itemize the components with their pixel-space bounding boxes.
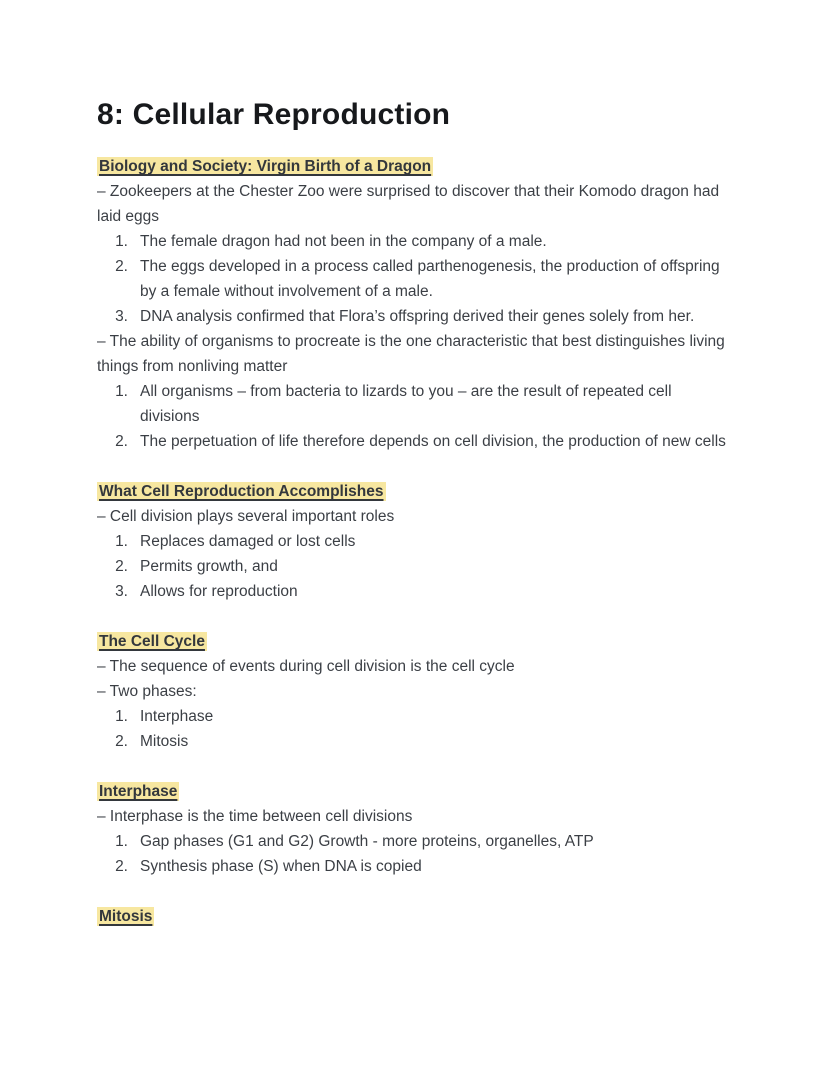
section-the-cell-cycle [97,629,731,754]
list-item [97,729,731,754]
section-interphase [97,779,731,879]
list-item [97,229,731,254]
section-heading-highlight: Biology and Society: Virgin Birth of a Dragon [99,158,432,175]
paragraph: – The ability of organisms to procreate is the one characteristic that best distinguishes living things from nonliving matter [97,333,725,375]
list-item-text: The female dragon had not been in the company of a male. [140,233,547,250]
ordered-list [97,704,731,754]
list-item-number: 2. [115,733,128,750]
list-item-text: Allows for reproduction [140,583,298,600]
paragraph: – Two phases: [97,683,197,700]
list-item-number: 1. [115,383,128,400]
list-item-text: Synthesis phase (S) when DNA is copied [140,858,422,875]
section-heading-biology-and-society [97,154,731,179]
paragraph: – Cell division plays several important roles [97,508,395,525]
list-item-text: Replaces damaged or lost cells [140,533,356,550]
section-what-cell-reproduction-accomplishes [97,479,731,604]
list-item-number: 1. [115,708,128,725]
list-item-text: DNA analysis confirmed that Flora’s offspring derived their genes solely from her. [140,308,695,325]
section-heading-the-cell-cycle [97,629,731,654]
section-heading-highlight: The Cell Cycle [99,633,205,650]
paragraph: – Zookeepers at the Chester Zoo were surprised to discover that their Komodo dragon had laid eggs [97,183,720,225]
list-item [97,704,731,729]
list-item [97,529,731,554]
section-heading-what-cell-reproduction-accomplishes [97,479,731,504]
list-item-text: Gap phases (G1 and G2) Growth - more proteins, organelles, ATP [140,833,594,850]
ordered-list [97,529,731,604]
list-item [97,554,731,579]
list-item [97,854,731,879]
list-item-number: 2. [115,258,128,275]
list-item-text: Interphase [140,708,214,725]
section-heading-highlight: Mitosis [99,908,153,925]
section-heading-interphase [97,779,731,804]
list-item-number: 2. [115,558,128,575]
list-item-text: Mitosis [140,733,189,750]
ordered-list [97,229,731,329]
page-title: 8: Cellular Reproduction [97,98,451,131]
list-item-number: 1. [115,833,128,850]
section-heading-highlight: What Cell Reproduction Accomplishes [99,483,384,500]
list-item [97,579,731,604]
list-item-number: 3. [115,308,128,325]
list-item-number: 1. [115,233,128,250]
section-mitosis [97,904,731,929]
list-item [97,304,731,329]
list-item-text: All organisms – from bacteria to lizards to you – are the result of repeated cell divisions [140,383,672,425]
list-item [97,379,731,429]
list-item-text: The perpetuation of life therefore depends on cell division, the production of new cells [140,433,726,450]
section-heading-mitosis [97,904,731,929]
list-item-number: 3. [115,583,128,600]
list-item [97,254,731,304]
paragraph: – Interphase is the time between cell divisions [97,808,413,825]
ordered-list [97,379,731,454]
list-item [97,829,731,854]
section-heading-highlight: Interphase [99,783,178,800]
list-item-number: 2. [115,433,128,450]
list-item [97,429,731,454]
paragraph: – The sequence of events during cell division is the cell cycle [97,658,515,675]
ordered-list [97,829,731,879]
list-item-text: The eggs developed in a process called parthenogenesis, the production of offspring by a female without involvement of a male. [140,258,720,300]
list-item-text: Permits growth, and [140,558,278,575]
document-sections [97,154,731,929]
list-item-number: 1. [115,533,128,550]
section-biology-and-society [97,154,731,454]
list-item-number: 2. [115,858,128,875]
